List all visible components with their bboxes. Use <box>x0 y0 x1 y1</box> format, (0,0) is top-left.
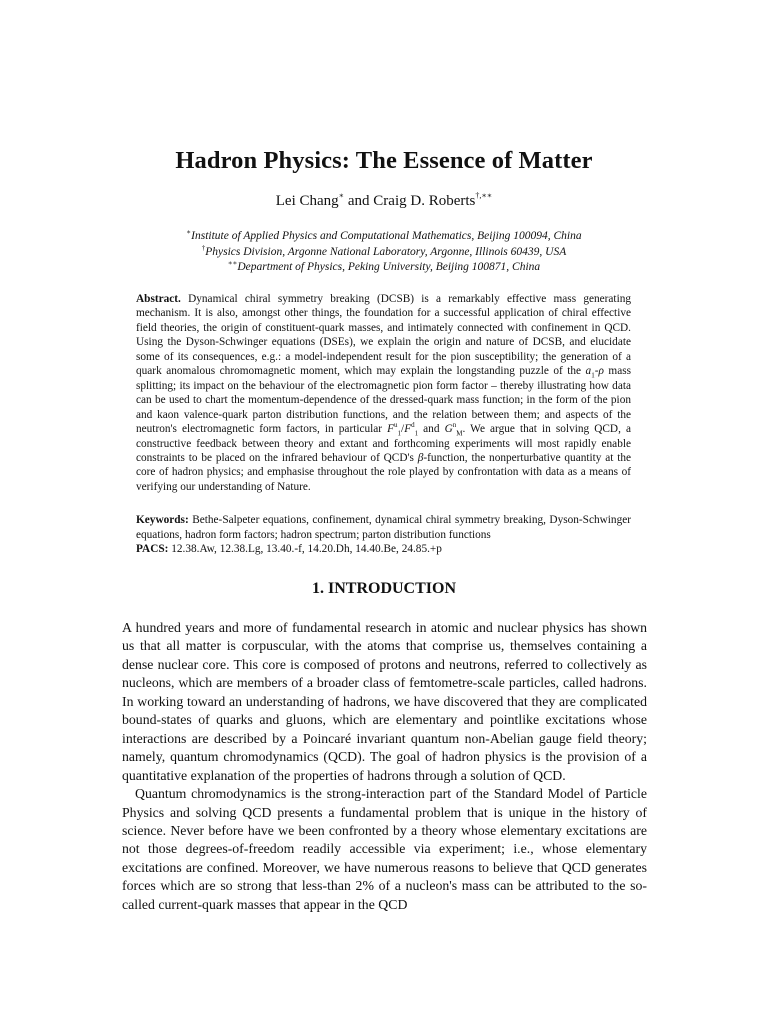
abstract <box>136 292 631 494</box>
math-symbol: a <box>585 365 592 378</box>
math-subscript: 1 <box>591 371 595 380</box>
keywords <box>136 513 631 542</box>
author-line <box>0 193 768 210</box>
paper-title: Hadron Physics: The Essence of Matter <box>175 147 593 174</box>
pacs-label: PACS: <box>136 543 169 555</box>
math-symbol: β <box>417 451 424 464</box>
affiliation-mark: ∗ <box>338 191 345 200</box>
abstract-text: Dynamical chiral symmetry breaking (DCSB) is a remarkably effective mass generating mechanism. It is also, amongst other things, the foundation for a successful application of chiral effective field theories, the origin of constituent-quark masses, and intimately connected with confinement in QCD. Using the Dyson-Schwinger equations (DSEs), we explain the origin and nature of DCSB, and elucidate some of its consequences, e.g.: a model-independent result for the pion susceptibility; the generation of a quark anomalous chromomagnetic moment, which may explain the longstanding puzzle of the <box>136 293 631 378</box>
pacs <box>136 542 631 557</box>
affiliation-line <box>0 229 768 245</box>
abstract-text: . We argue that in solving QCD, a constructive feedback between theory and extant and forthcoming experiments will most rapidly enable constraints to be placed on the infrared behaviour of QCD's <box>136 423 631 464</box>
paragraph: Quantum chromodynamics is the strong-interaction part of the Standard Model of Particle Physics and solving QCD presents a fundamental problem that is unique in the history of science. Never before have we been confronted by a theory whose elementary excitations are not those degrees-of-freedom readily accessible via experiment; i.e., whose elementary excitations are confined. Moreover, we have numerous reasons to believe that QCD generates forces which are so strong that less-than 2% of a nucleon's mass can be attributed to the so-called current-quark masses that appear in the QCD <box>122 786 647 912</box>
author-name: Craig D. Roberts <box>373 193 476 209</box>
paragraph: A hundred years and more of fundamental research in atomic and nuclear physics has shown us that all matter is corpuscular, with the atoms that comprise us, themselves containing a dense nuclear core. This core is composed of protons and neutrons, referred to collectively as nucleons, which are members of a broader class of femtometre-scale particles, called hadrons. In working toward an understanding of hadrons, we have discovered that they are complicated bound-states of quarks and gluons, which are elementary and pointlike excitations whose interactions are described by a Poincaré invariant quantum non-Abelian gauge field theory; namely, quantum chromodynamics (QCD). The goal of hadron physics is the provision of a quantitative explanation of the properties of hadrons through a solution of QCD. <box>122 620 647 783</box>
math-subscript: 1 <box>414 429 419 438</box>
affiliation-line <box>0 260 768 276</box>
math-symbol: - <box>594 365 599 378</box>
math-superscript: n <box>452 421 457 430</box>
affiliations <box>0 229 768 276</box>
author-joiner: and <box>344 193 374 209</box>
affiliation-mark: †,∗∗ <box>475 191 493 200</box>
abstract-text: mass splitting; its impact on the behaviour of the electromagnetic pion form factor – thereby illustrating how data can be used to chart the momentum-dependence of the dressed-quark mass function; in the form of the pion and kaon valence-quark parton distribution functions, and the relation between them; and aspects of the neutron's electromagnetic form factors, in particular <box>136 365 631 436</box>
math-subscript: M <box>456 429 463 438</box>
pacs-text: 12.38.Aw, 12.38.Lg, 13.40.-f, 14.20.Dh, 14.40.Be, 24.85.+p <box>168 543 442 555</box>
affiliation-line <box>0 245 768 261</box>
section-heading: 1. INTRODUCTION <box>311 580 456 597</box>
abstract-label: Abstract. <box>136 293 181 305</box>
math-symbol: / <box>401 423 405 436</box>
affiliation-text: Institute of Applied Physics and Computational Mathematics, Beijing 100094, China <box>191 230 582 242</box>
author-name: Lei Chang <box>275 193 339 209</box>
affiliation-mark: † <box>201 243 206 252</box>
keywords-label: Keywords: <box>136 514 189 526</box>
affiliation-mark: ∗ <box>186 228 192 236</box>
abstract-text: and <box>418 423 445 436</box>
affiliation-mark: ∗∗ <box>227 259 238 267</box>
body-text <box>122 619 647 914</box>
math-symbol: ρ <box>598 365 604 378</box>
affiliation-text: Physics Division, Argonne National Laboratory, Argonne, Illinois 60439, USA <box>205 245 567 258</box>
keywords-text: Bethe-Salpeter equations, confinement, dynamical chiral symmetry breaking, Dyson-Schwinger equations, hadron form factors; hadron spectrum; parton distribution functions <box>136 514 631 541</box>
math-subscript: 1 <box>397 429 402 438</box>
affiliation-text: Department of Physics, Peking University, Beijing 100871, China <box>237 261 541 273</box>
math-symbol: G <box>444 423 453 436</box>
math-symbol: F <box>387 423 395 436</box>
math-symbol: F <box>404 423 412 436</box>
abstract-text: -function, the nonperturbative quantity at the core of hadron physics; and emphasise throughout the role played by confrontation with data as a means of verifying our understanding of Nature. <box>136 451 632 493</box>
math-superscript: u <box>394 421 398 430</box>
math-superscript: d <box>411 421 415 430</box>
